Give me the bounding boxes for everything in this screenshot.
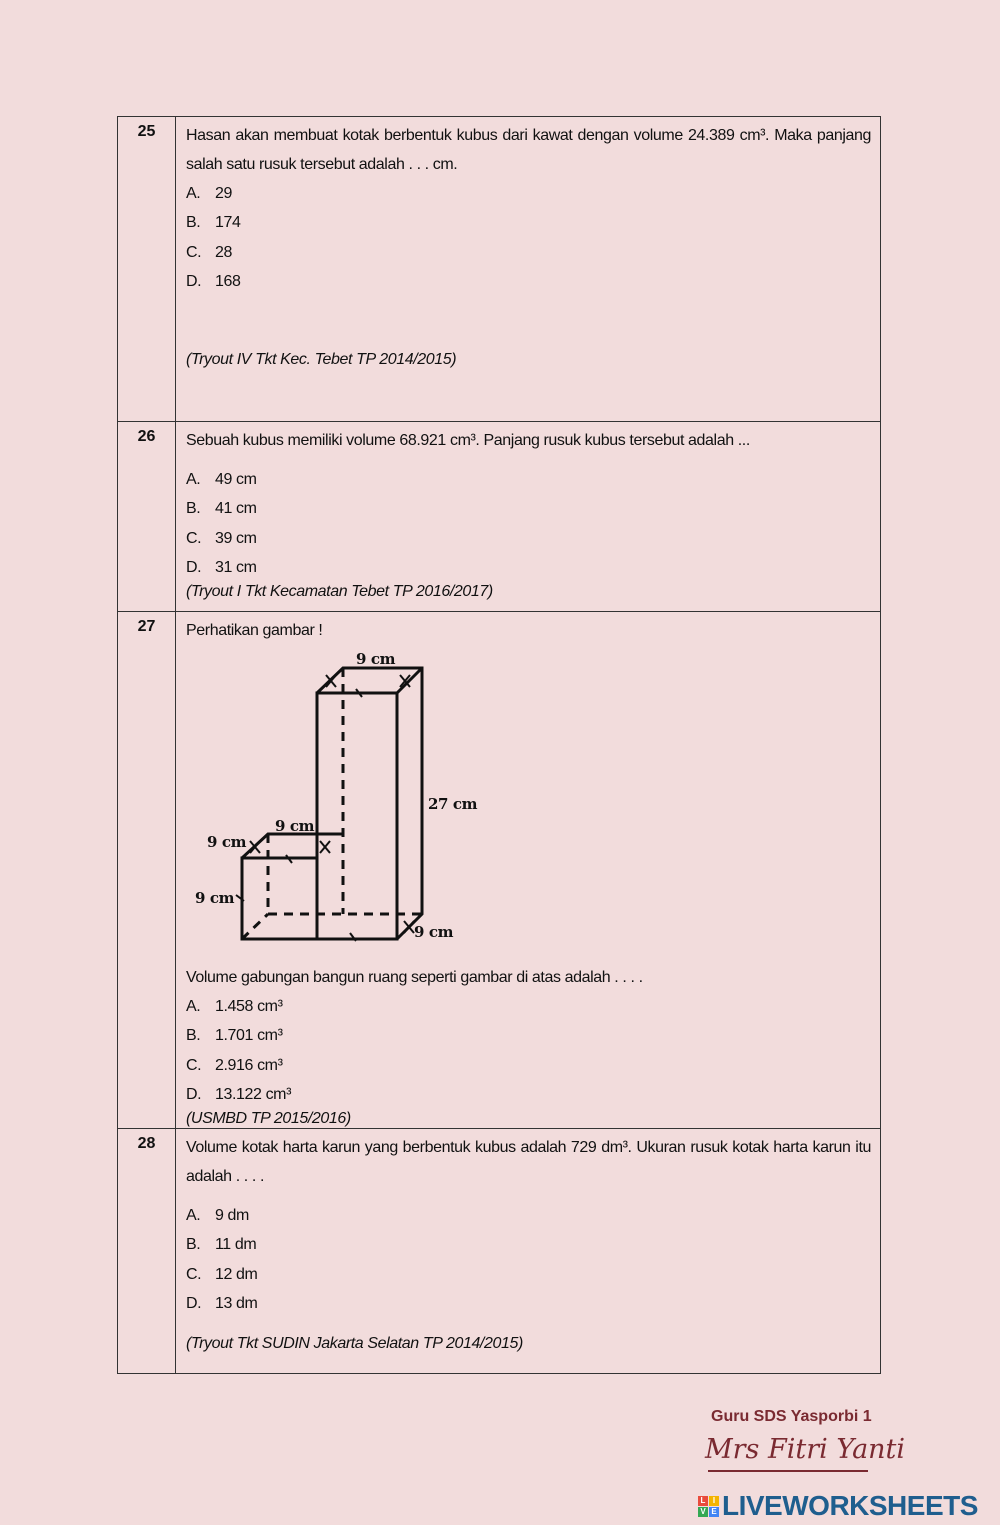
brand-name: LIVEWORKSHEETS (722, 1490, 978, 1521)
question-source: (USMBD TP 2015/2016) (186, 1110, 351, 1127)
option-value: 168 (215, 273, 241, 291)
option-a[interactable] (186, 179, 871, 209)
label-small-depth: 9 cm (207, 833, 247, 851)
teacher-signature: Mrs Fitri Yanti (705, 1434, 906, 1465)
option-letter: C. (186, 1056, 202, 1074)
option-d[interactable] (186, 1290, 871, 1320)
option-value: 1.701 cm³ (215, 1027, 283, 1045)
question-content (176, 422, 881, 612)
option-value: 29 (215, 184, 232, 202)
question-row-28 (118, 1129, 881, 1374)
option-letter: D. (186, 1295, 202, 1313)
option-c[interactable] (186, 1051, 871, 1081)
composite-solid-figure (186, 645, 871, 963)
option-b[interactable] (186, 495, 871, 525)
option-letter: D. (186, 559, 202, 577)
question-source: (Tryout I Tkt Kecamatan Tebet TP 2016/2017) (186, 583, 493, 600)
logo-letter: V (698, 1507, 708, 1517)
option-letter: B. (186, 500, 201, 518)
liveworksheets-icon (698, 1496, 719, 1517)
logo-letter: E (709, 1507, 719, 1517)
figure-svg (186, 645, 506, 963)
label-small-height: 9 cm (195, 889, 235, 907)
option-b[interactable] (186, 1231, 871, 1261)
option-d[interactable] (186, 1081, 871, 1111)
label-height: 27 cm (428, 795, 478, 813)
option-c[interactable] (186, 1260, 871, 1290)
label-small-top: 9 cm (275, 817, 315, 835)
option-letter: B. (186, 1027, 201, 1045)
option-letter: B. (186, 214, 201, 232)
option-a[interactable] (186, 992, 871, 1022)
option-value: 12 dm (215, 1265, 258, 1283)
question-text: Hasan akan membuat kotak berbentuk kubus dari kawat dengan volume 24.389 cm³. Maka panjang salah satu rusuk tersebut adalah . . . cm. (186, 127, 871, 173)
option-letter: C. (186, 1265, 202, 1283)
question-source: (Tryout Tkt SUDIN Jakarta Selatan TP 2014/2015) (186, 1335, 523, 1352)
question-intro: Perhatikan gambar ! (186, 622, 323, 639)
question-source: (Tryout IV Tkt Kec. Tebet TP 2014/2015) (186, 351, 457, 368)
option-letter: B. (186, 1236, 201, 1254)
option-value: 31 cm (215, 559, 257, 577)
liveworksheets-logo (698, 1490, 978, 1522)
question-text: Volume gabungan bangun ruang seperti gambar di atas adalah . . . . (186, 969, 643, 986)
option-b[interactable] (186, 1022, 871, 1052)
hidden-edge-diagonal (242, 914, 268, 939)
option-d[interactable] (186, 554, 871, 584)
option-letter: D. (186, 273, 202, 291)
tall-prism-top-right-edge (397, 668, 422, 693)
question-number: 26 (118, 422, 176, 612)
option-letter: C. (186, 529, 202, 547)
question-number: 27 (118, 612, 176, 1129)
option-letter: A. (186, 1206, 201, 1224)
questions-table (117, 116, 881, 1374)
label-top: 9 cm (356, 650, 396, 668)
option-letter: A. (186, 997, 201, 1015)
option-value: 49 cm (215, 470, 257, 488)
question-row-26 (118, 422, 881, 612)
option-letter: C. (186, 243, 202, 261)
option-value: 28 (215, 243, 232, 261)
question-content (176, 1129, 881, 1374)
option-value: 1.458 cm³ (215, 997, 283, 1015)
option-value: 13.122 cm³ (215, 1086, 292, 1104)
question-number: 25 (118, 117, 176, 422)
option-value: 41 cm (215, 500, 257, 518)
option-letter: A. (186, 470, 201, 488)
option-value: 2.916 cm³ (215, 1056, 283, 1074)
label-bottom: 9 cm (414, 923, 454, 941)
school-name: Guru SDS Yasporbi 1 (711, 1408, 872, 1425)
option-value: 11 dm (215, 1236, 257, 1254)
small-cube-top-edges (242, 834, 343, 858)
option-a[interactable] (186, 465, 871, 495)
logo-letter: I (709, 1496, 719, 1506)
question-content (176, 117, 881, 422)
signature-underline (708, 1470, 868, 1472)
option-c[interactable] (186, 524, 871, 554)
question-content (176, 612, 881, 1129)
question-row-25 (118, 117, 881, 422)
option-value: 39 cm (215, 529, 257, 547)
question-text: Volume kotak harta karun yang berbentuk kubus adalah 729 dm³. Ukuran rusuk kotak harta karun itu adalah . . . . (186, 1139, 871, 1185)
option-value: 13 dm (215, 1295, 258, 1313)
option-value: 174 (215, 214, 241, 232)
option-d[interactable] (186, 268, 871, 298)
option-a[interactable] (186, 1201, 871, 1231)
option-letter: D. (186, 1086, 202, 1104)
option-c[interactable] (186, 238, 871, 268)
logo-letter: L (698, 1496, 708, 1506)
option-letter: A. (186, 184, 201, 202)
tall-prism-front (317, 693, 397, 939)
option-b[interactable] (186, 209, 871, 239)
question-number: 28 (118, 1129, 176, 1374)
tall-prism-back-edges (317, 668, 422, 939)
question-text: Sebuah kubus memiliki volume 68.921 cm³. Panjang rusuk kubus tersebut adalah ... (186, 432, 750, 449)
question-row-27 (118, 612, 881, 1129)
option-value: 9 dm (215, 1206, 249, 1224)
